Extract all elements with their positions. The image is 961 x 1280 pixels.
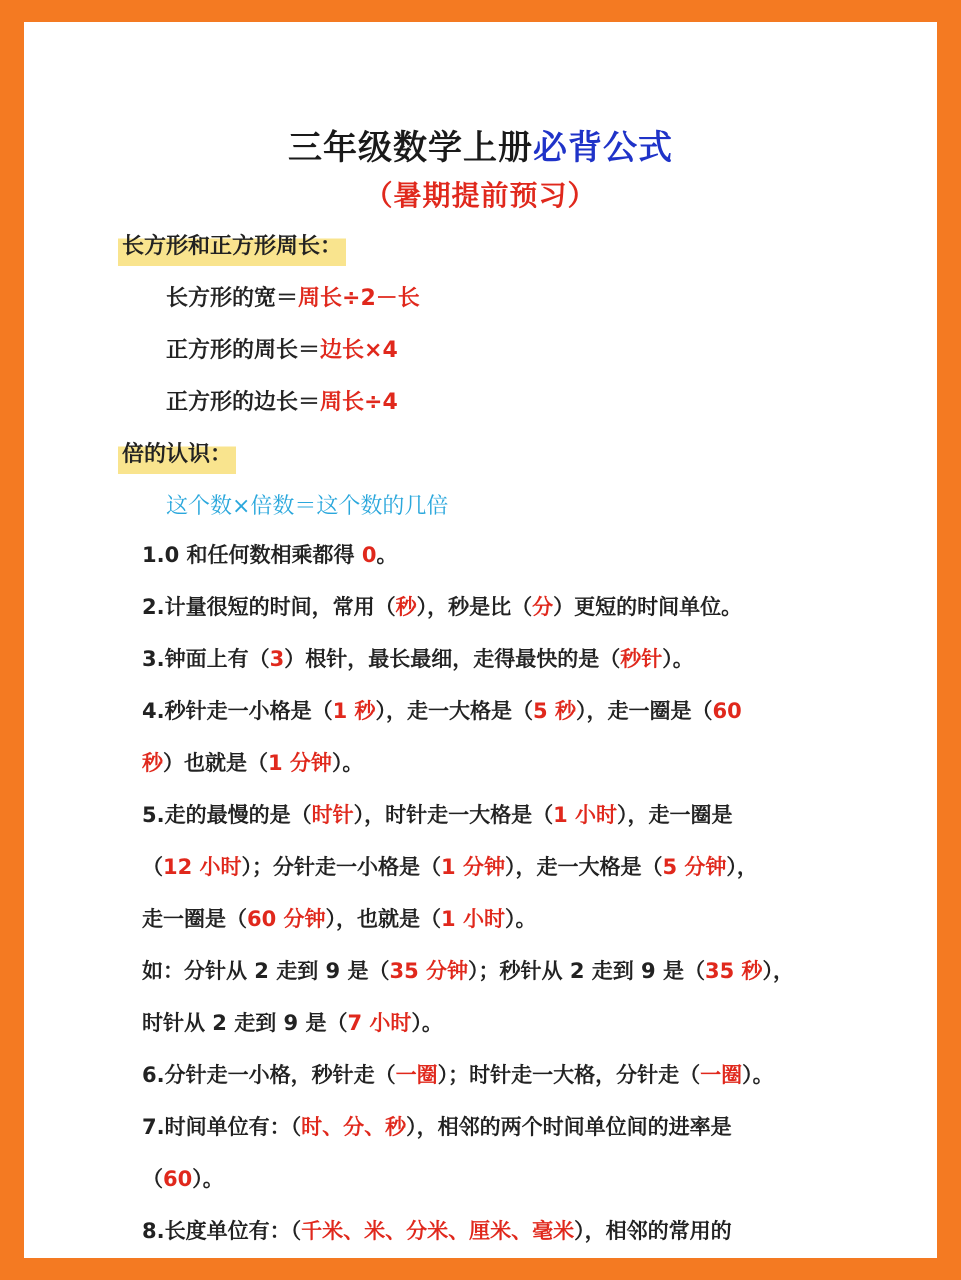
fact-text: （ bbox=[142, 855, 163, 879]
formula-multiple: 这个数×倍数＝这个数的几倍 bbox=[166, 494, 449, 519]
fact-answer: 1 小时 bbox=[441, 907, 505, 931]
fact-text: ）。 bbox=[192, 1167, 224, 1191]
fact-text: ），走一大格是（ bbox=[375, 699, 534, 723]
fact-text: ），时针走一大格是（ bbox=[353, 803, 554, 827]
formula-lhs: 正方形的边长＝ bbox=[166, 390, 321, 415]
document-page bbox=[24, 22, 937, 1258]
fact-answer: 时、分、秒 bbox=[301, 1115, 407, 1139]
fact-text: ）；秒针从 2 走到 9 是（ bbox=[468, 959, 705, 983]
section-heading-multiples: 倍的认识： bbox=[118, 436, 236, 474]
fact-text: ）。 bbox=[331, 751, 364, 775]
fact-line bbox=[142, 1008, 842, 1038]
fact-line bbox=[142, 592, 842, 622]
fact-text: 3.钟面上有（ bbox=[142, 647, 270, 671]
fact-text: 如：分针从 2 走到 9 是（ bbox=[142, 959, 390, 983]
fact-answer: 1 分钟 bbox=[441, 855, 505, 879]
fact-text: ）。 bbox=[411, 1011, 443, 1035]
fact-line bbox=[142, 1112, 842, 1142]
fact-text: 4.秒针走一小格是（ bbox=[142, 699, 333, 723]
fact-answer: 60 分钟 bbox=[247, 907, 326, 931]
fact-text: ），相邻的常用的 bbox=[574, 1219, 732, 1243]
formula-rect-width bbox=[166, 284, 420, 314]
fact-answer: 秒 bbox=[142, 751, 163, 775]
fact-text: 走一圈是（ bbox=[142, 907, 247, 931]
fact-text: 2.计量很短的时间，常用（ bbox=[142, 595, 396, 619]
page-title bbox=[24, 120, 937, 169]
fact-line bbox=[142, 904, 842, 934]
title-main: 三年级数学上册 bbox=[288, 128, 533, 168]
fact-answer: 1 分钟 bbox=[268, 751, 332, 775]
fact-answer: 5 秒 bbox=[533, 699, 576, 723]
fact-answer: 12 小时 bbox=[163, 855, 242, 879]
fact-text: ）也就是（ bbox=[163, 751, 268, 775]
fact-text: ），相邻的两个时间单位间的进率是 bbox=[406, 1115, 732, 1139]
fact-answer: 分 bbox=[532, 595, 554, 619]
fact-text: 1.0 和任何数相乘都得 bbox=[142, 543, 362, 567]
fact-answer: 时针 bbox=[311, 803, 354, 827]
fact-text: ）更短的时间单位。 bbox=[553, 595, 743, 619]
fact-text: ），秒是比（ bbox=[416, 595, 533, 619]
fact-text: ）根针，最长最细，走得最快的是（ bbox=[284, 647, 621, 671]
fact-line bbox=[142, 800, 842, 830]
fact-text: 6.分针走一小格，秒针走（ bbox=[142, 1063, 396, 1087]
fact-line bbox=[142, 1216, 842, 1246]
fact-text: （ bbox=[142, 1167, 163, 1191]
fact-text: ），也就是（ bbox=[325, 907, 442, 931]
fact-text: ），走一大格是（ bbox=[504, 855, 663, 879]
fact-answer: 1 秒 bbox=[332, 699, 376, 723]
section-heading-perimeter: 长方形和正方形周长： bbox=[118, 228, 346, 266]
fact-answer: 1 小时 bbox=[553, 803, 618, 827]
fact-text: ）；分针走一小格是（ bbox=[241, 855, 442, 879]
fact-text: 7.时间单位有：（ bbox=[142, 1115, 302, 1139]
fact-line bbox=[142, 852, 842, 882]
formula-rhs: 周长÷2－长 bbox=[298, 286, 420, 311]
fact-text: ）。 bbox=[662, 647, 694, 671]
fact-text: ）， bbox=[762, 959, 795, 983]
formula-rhs: 周长÷4 bbox=[320, 390, 398, 415]
fact-line bbox=[142, 644, 842, 674]
fact-answer: 秒 bbox=[395, 595, 417, 619]
fact-text: ）。 bbox=[504, 907, 537, 931]
fact-line bbox=[142, 1164, 842, 1194]
fact-answer: 5 分钟 bbox=[662, 855, 727, 879]
fact-text: ）；时针走一大格，分针走（ bbox=[437, 1063, 701, 1087]
fact-answer: 千米、米、分米、厘米、毫米 bbox=[301, 1219, 575, 1243]
fact-line bbox=[142, 956, 842, 986]
formula-square-side bbox=[166, 388, 398, 418]
fact-answer: 秒针 bbox=[620, 647, 663, 671]
fact-line bbox=[142, 540, 842, 570]
fact-answer: 7 小时 bbox=[347, 1011, 412, 1035]
fact-text: 8.长度单位有：（ bbox=[142, 1219, 302, 1243]
formula-lhs: 长方形的宽＝ bbox=[166, 286, 299, 311]
fact-text: ），走一圈是（ bbox=[575, 699, 713, 723]
fact-text: 。 bbox=[376, 543, 398, 567]
fact-line bbox=[142, 1060, 842, 1090]
fact-line bbox=[142, 748, 842, 778]
fact-answer: 60 bbox=[712, 699, 742, 723]
formula-rhs: 边长×4 bbox=[320, 338, 398, 363]
fact-text: 5.走的最慢的是（ bbox=[142, 803, 312, 827]
fact-answer: 3 bbox=[269, 647, 285, 671]
fact-answer: 一圈 bbox=[700, 1063, 743, 1087]
fact-line bbox=[142, 696, 842, 726]
fact-text: ），走一圈是 bbox=[617, 803, 733, 827]
fact-answer: 60 bbox=[163, 1167, 193, 1191]
fact-text: ）， bbox=[726, 855, 758, 879]
fact-text: ）。 bbox=[742, 1063, 774, 1087]
fact-answer: 35 秒 bbox=[704, 959, 763, 983]
fact-text: 时针从 2 走到 9 是（ bbox=[142, 1011, 348, 1035]
formula-square-perimeter bbox=[166, 336, 398, 366]
title-highlight: 必背公式 bbox=[533, 128, 673, 168]
fact-answer: 一圈 bbox=[395, 1063, 438, 1087]
fact-answer: 35 分钟 bbox=[389, 959, 469, 983]
formula-lhs: 正方形的周长＝ bbox=[166, 338, 321, 363]
fact-answer: 0 bbox=[361, 543, 377, 567]
page-subtitle: （暑期提前预习） bbox=[364, 179, 597, 212]
